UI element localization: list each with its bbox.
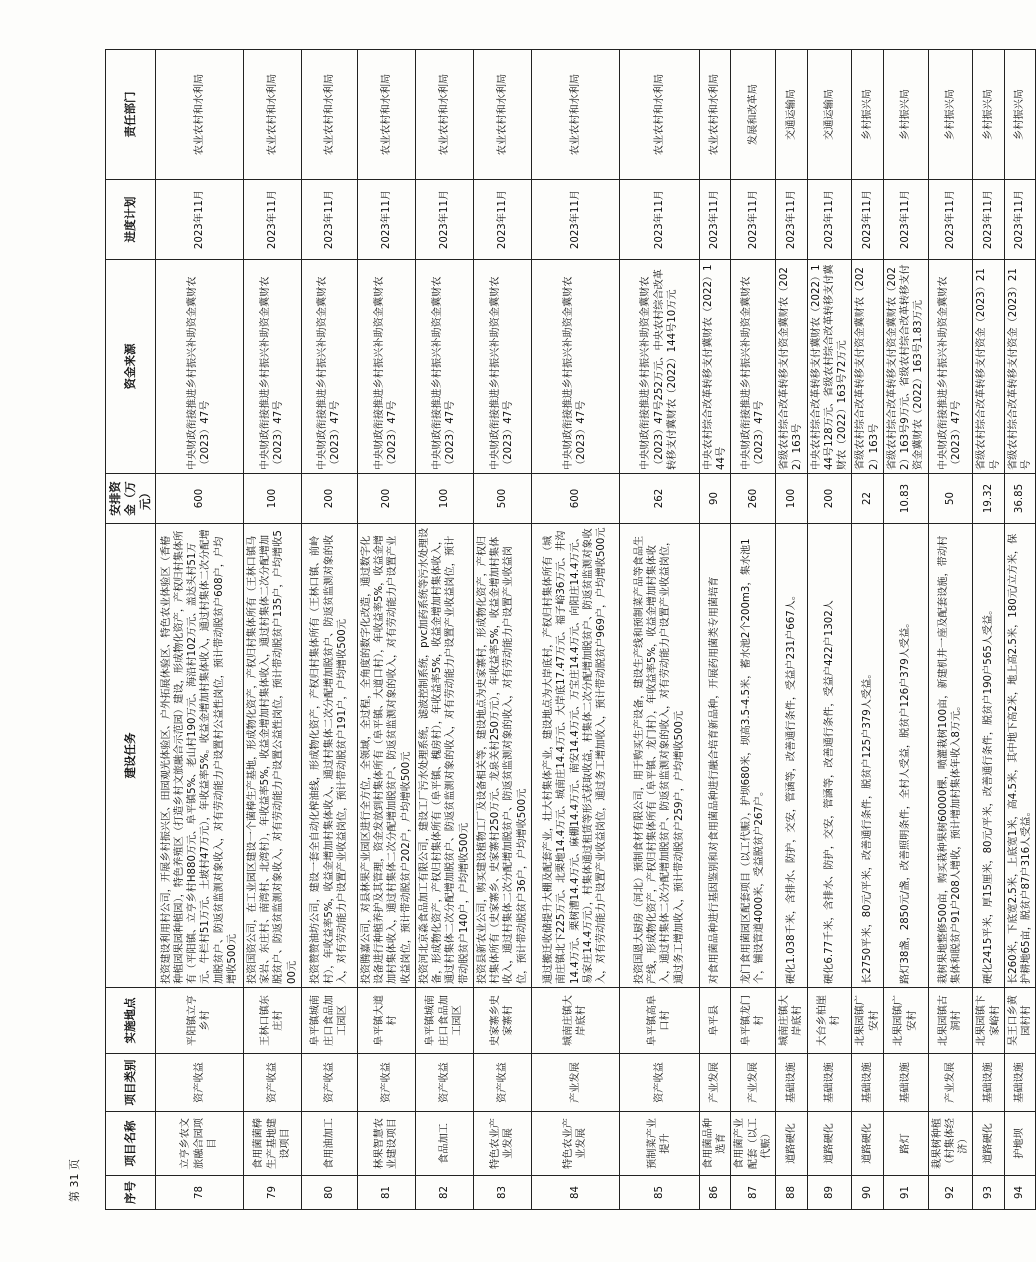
header-no: 序号 bbox=[106, 1176, 156, 1210]
cell-no: 89 bbox=[807, 1176, 852, 1210]
cell-category: 基础设施 bbox=[776, 1054, 808, 1112]
cell-plan: 2023年11月 bbox=[243, 180, 301, 260]
cell-dept: 农业农村和水利局 bbox=[699, 50, 731, 180]
cell-category: 基础设施 bbox=[973, 1054, 1005, 1112]
cell-no: 78 bbox=[155, 1176, 243, 1210]
table-row bbox=[473, 50, 531, 1210]
cell-location: 阜平镇城南庄口食品加工园区 bbox=[415, 988, 473, 1054]
cell-amount: 500 bbox=[473, 474, 531, 524]
cell-dept: 交通运输局 bbox=[807, 50, 852, 180]
table-row bbox=[531, 50, 619, 1210]
cell-no: 90 bbox=[852, 1176, 884, 1210]
cell-location: 阜平镇龙门村 bbox=[731, 988, 776, 1054]
cell-category: 基础设施 bbox=[852, 1054, 884, 1112]
cell-amount: 100 bbox=[415, 474, 473, 524]
cell-fund-source: 中央农村综合改革转移支付冀财农（2022）144号 bbox=[699, 260, 731, 474]
cell-fund-source: 省级农村综合改革转移支付资金冀财农（2022）163号9万元、省级农村综合改革转移支付资金冀财农（2022）163号1.83万元 bbox=[883, 260, 928, 474]
header-fund-source: 资金来源 bbox=[106, 260, 156, 474]
table-row bbox=[776, 50, 808, 1210]
cell-no: 84 bbox=[531, 1176, 619, 1210]
cell-amount: 100 bbox=[243, 474, 301, 524]
cell-category: 资产收益 bbox=[301, 1054, 357, 1112]
cell-task: 硬化6.77千米，含排水、防护，交安，管涵等，改善通行条件，受益户422户1302人 bbox=[807, 524, 852, 988]
table-row bbox=[852, 50, 884, 1210]
cell-location: 北果园镇古洞村 bbox=[928, 988, 973, 1054]
cell-fund-source: 省级农村综合改革转移支付资金（2023）21号 bbox=[1004, 260, 1036, 474]
cell-fund-source: 中央财政衔接推进乡村振兴补助资金冀财农（2023）47号 bbox=[155, 260, 243, 474]
cell-name: 林果智慧农业建设项目 bbox=[357, 1112, 415, 1176]
cell-amount: 262 bbox=[619, 474, 699, 524]
cell-plan: 2023年11月 bbox=[883, 180, 928, 260]
cell-no: 86 bbox=[699, 1176, 731, 1210]
cell-name: 道路硬化 bbox=[776, 1112, 808, 1176]
cell-amount: 200 bbox=[357, 474, 415, 524]
table-body bbox=[155, 50, 1036, 1210]
cell-task: 栽树果地整修500亩，购买栽种果树60000棵，喷灌栽树100亩，新建机井一座及配套设施，带动村集体和脱贫户91户208人增收，预计增加村集体年收入8万元。 bbox=[928, 524, 973, 988]
cell-fund-source: 中央农村综合改革转移支付冀财农（2022）144号128万元、省级农村综合改革转移支付冀财农（2022）163号72万元 bbox=[807, 260, 852, 474]
cell-fund-source: 中央财政衔接推进乡村振兴补助资金冀财农（2023）47号 bbox=[415, 260, 473, 474]
cell-location: 城南庄镇大岸底村 bbox=[531, 988, 619, 1054]
page-footer bbox=[60, 1159, 100, 1206]
page-number: 第 31 页 bbox=[68, 1159, 81, 1202]
cell-dept: 乡村振兴局 bbox=[928, 50, 973, 180]
cell-name: 道路硬化 bbox=[852, 1112, 884, 1176]
cell-location: 阜平镇高阜口村 bbox=[619, 988, 699, 1054]
cell-task: 硬化1.038千米，含排水、防护，交安，管涵等，改善通行条件，受益户231户667人。 bbox=[776, 524, 808, 988]
cell-name: 栽果树种植（村集体经济） bbox=[928, 1112, 973, 1176]
cell-name: 特色农业产业发展 bbox=[473, 1112, 531, 1176]
table-row bbox=[415, 50, 473, 1210]
table-row bbox=[973, 50, 1005, 1210]
cell-category: 产业发展 bbox=[928, 1054, 973, 1112]
cell-amount: 100 bbox=[776, 474, 808, 524]
cell-task: 投资国资公司，在工业园区建设一个菌棒生产基地，形成物化资产，产权归村集体所有（王林口镇马家岩、东庄村、南湾村、北湾村），年收益率5%，收益金增加村集体收入，通过村集体二次分配增加脱贫户、防返贫监测对象收入，对有劳动能力户设置公益性岗位，预计带动脱贫户135户，户均增收500元 bbox=[243, 524, 301, 988]
cell-name: 路灯 bbox=[883, 1112, 928, 1176]
cell-plan: 2023年11月 bbox=[852, 180, 884, 260]
cell-no: 93 bbox=[973, 1176, 1005, 1210]
cell-location: 北果园镇卞家峪村 bbox=[973, 988, 1005, 1054]
header-category: 项目类别 bbox=[106, 1054, 156, 1112]
cell-category: 资产收益 bbox=[473, 1054, 531, 1112]
cell-name: 护地坝 bbox=[1004, 1112, 1036, 1176]
cell-task: 投资河北京淼食品加工有限公司，建设工厂污水处理系统，滤波控制系统，pvc加药系统等污水处理设备，形成物化资产，产权归村集体所有（阜平镇、槐房村），年收益率5%，收益金增加村集体收入，通过村集体二次分配增加脱贫户、防返贫监测对象的收入，对有劳动能力户设置产业收益岗位，预计带动脱贫户140户，户均增收500元 bbox=[415, 524, 473, 988]
cell-fund-source: 中央财政衔接推进乡村振兴补助资金冀财农（2023）47号252万元、中央农村综合改革转移支付冀财农（2022）144号10万元 bbox=[619, 260, 699, 474]
cell-category: 基础设施 bbox=[807, 1054, 852, 1112]
cell-amount: 50 bbox=[928, 474, 973, 524]
cell-fund-source: 省级农村综合改革转移支付资金冀财农（2022）163号 bbox=[852, 260, 884, 474]
cell-fund-source: 中央财政衔接推进乡村振兴补助资金冀财农（2023）47号 bbox=[357, 260, 415, 474]
cell-amount: 600 bbox=[155, 474, 243, 524]
cell-fund-source: 中央财政衔接推进乡村振兴补助资金冀财农（2023）47号 bbox=[928, 260, 973, 474]
header-location: 实施地点 bbox=[106, 988, 156, 1054]
cell-task: 对食用菌品种进行基因鉴别和对食用菌品种进行融合培育新品种，开展药用菌类专用菌培育 bbox=[699, 524, 731, 988]
table-row bbox=[928, 50, 973, 1210]
cell-dept: 乡村振兴局 bbox=[852, 50, 884, 180]
cell-location: 吴王口乡黄园村村 bbox=[1004, 988, 1036, 1054]
cell-no: 87 bbox=[731, 1176, 776, 1210]
cell-no: 92 bbox=[928, 1176, 973, 1210]
cell-category: 基础设施 bbox=[1004, 1054, 1036, 1112]
cell-fund-source: 中央财政衔接推进乡村振兴补助资金冀财农（2023）47号 bbox=[243, 260, 301, 474]
cell-location: 平阳镇立亨乡村 bbox=[155, 988, 243, 1054]
cell-amount: 600 bbox=[531, 474, 619, 524]
cell-no: 91 bbox=[883, 1176, 928, 1210]
table-row bbox=[699, 50, 731, 1210]
cell-plan: 2023年11月 bbox=[1004, 180, 1036, 260]
cell-location: 城南庄镇大岸底村 bbox=[776, 988, 808, 1054]
header-name: 项目名称 bbox=[106, 1112, 156, 1176]
table-row bbox=[357, 50, 415, 1210]
cell-task: 龙门食用菌园区配套项目（以工代赈），护坝680米，坝高3.5-4.5米，蓄水池2个200m3，集水池1个，铺设管道4000米，受益脱贫户267户。 bbox=[731, 524, 776, 988]
cell-name: 立亨乡农文旅融合园项目 bbox=[155, 1112, 243, 1176]
cell-location: 阜平镇城南庄口食品加工园区 bbox=[301, 988, 357, 1054]
cell-task: 投资县新农业公司，购买建设植物工厂及设备相关等，建设地点为史家寨村，形成物化资产，产权归村集体所有（史家寨乡、史家寨村250万元、龙泉关村250万元），年收益率5%，收益金增加村集体收入，通过村集体二次分配增加脱贫户、防返贫监测对象的收入，对有劳动能力户设置产业收益岗位，预计带动脱贫户36户，户均增收500元 bbox=[473, 524, 531, 988]
cell-plan: 2023年11月 bbox=[531, 180, 619, 260]
cell-location: 阜平镇大道村 bbox=[357, 988, 415, 1054]
cell-amount: 22 bbox=[852, 474, 884, 524]
cell-name: 预制菜产业提升 bbox=[619, 1112, 699, 1176]
table-row bbox=[883, 50, 928, 1210]
cell-location: 北果园镇广安村 bbox=[883, 988, 928, 1054]
cell-plan: 2023年11月 bbox=[776, 180, 808, 260]
cell-plan: 2023年11月 bbox=[619, 180, 699, 260]
header-amount: 安排资金（万元） bbox=[106, 474, 156, 524]
header-row bbox=[106, 50, 156, 1210]
cell-name: 道路硬化 bbox=[807, 1112, 852, 1176]
cell-category: 资产收益 bbox=[155, 1054, 243, 1112]
cell-category: 产业发展 bbox=[699, 1054, 731, 1112]
cell-amount: 10.83 bbox=[883, 474, 928, 524]
cell-category: 资产收益 bbox=[243, 1054, 301, 1112]
cell-dept: 农业农村和水利局 bbox=[619, 50, 699, 180]
cell-dept: 乡村振兴局 bbox=[883, 50, 928, 180]
cell-location: 北果园镇广安村 bbox=[852, 988, 884, 1054]
cell-name: 食用油加工 bbox=[301, 1112, 357, 1176]
cell-task: 投资建设利用村公司，开展乡村振兴区、田园观光体验区、户外拓展休验区、特色农业体验区（香椿种植园果园种植园），特色养殖区（打造乡村文旅融合示范园）建设，形成物化资产，产权归村集体所有（平阳镇、立亨乡村H880万元、阜平镇5%、老山村190万元、海沿村102万元、盖达头村51万元、牛栏村51万元、土坡村47万元），年收益率5%。收益金增加村集体收入，通过村集体二次分配增加脱贫户、防返贫监测对象收入，对有劳动能力户设置村公益性岗位，预计带动脱贫户608户，户均增收500元 bbox=[155, 524, 243, 988]
cell-dept: 乡村振兴局 bbox=[1004, 50, 1036, 180]
cell-category: 基础设施 bbox=[883, 1054, 928, 1112]
cell-task: 投资国恩大厨房（河北）预制食材有限公司，用于购买生产设备，建设生产线和预制菜产品等食品生产线，形成物化资产，产权归村集体所有（阜平镇、龙门村），年收益率5%，收益金增加村集体收入，通过村集体二次分配增加脱贫户、防返贫监测对象的收入，对有劳动能力户设置产业收益岗位，通过务工增加收入，预计带动脱贫户259户，户均增收500元 bbox=[619, 524, 699, 988]
cell-location: 王林口镇东庄村 bbox=[243, 988, 301, 1054]
cell-plan: 2023年11月 bbox=[415, 180, 473, 260]
cell-task: 投资腾嘉公司，对县林果产业园区进行全方位，全领域，全过程，全角度的数字化改造，通过数字化设备进行种植养护及其管理，资金发放到村集体所有（阜平镇、大道口村），年收益率5%，收益金增加村集体收入，通过村集体二次分配增加脱贫户、防返贫监测对象的收入，对有劳动能力户设置产业收益岗位，预计带动脱贫户202户，户均增收500元 bbox=[357, 524, 415, 988]
cell-no: 82 bbox=[415, 1176, 473, 1210]
cell-amount: 200 bbox=[807, 474, 852, 524]
cell-amount: 200 bbox=[301, 474, 357, 524]
cell-dept: 农业农村和水利局 bbox=[473, 50, 531, 180]
cell-task: 长2750平米，80元/平米，改善通行条件，脱贫户125户379人受益。 bbox=[852, 524, 884, 988]
cell-dept: 发展和改革局 bbox=[731, 50, 776, 180]
table-row bbox=[1004, 50, 1036, 1210]
cell-fund-source: 省级农村综合改革转移支付资金（2023）21号 bbox=[973, 260, 1005, 474]
cell-dept: 农业农村和水利局 bbox=[301, 50, 357, 180]
cell-dept: 农业农村和水利局 bbox=[415, 50, 473, 180]
cell-category: 资产收益 bbox=[357, 1054, 415, 1112]
cell-fund-source: 中央财政衔接推进乡村振兴补助资金冀财农（2023）47号 bbox=[473, 260, 531, 474]
cell-task: 通过搬迁收储提升大棚及配套产业，壮大村集体产业，建设地点为大岸底村，产权归村集体所有（城南庄镇北下225万元、北栗地14.4万元、城南庄14.4万元、大岸底17.47万元、福子峪36万元、井沟14.4万元、栗树漕14.4万元、麻棚14.4万元、南安14.4万元、万宝庄14.4万元、向阳庄14.4万元、易家庄14.4万元），村集体通过租赁等形式获取收益，村集体二次分配增加脱贫户、防返贫监测对象收入，对有劳动能力户设置产业收益岗位，通过务工增加收入，预计带动脱贫户969户，户均增收500元 bbox=[531, 524, 619, 988]
cell-dept: 农业农村和水利局 bbox=[155, 50, 243, 180]
cell-plan: 2023年11月 bbox=[357, 180, 415, 260]
cell-plan: 2023年11月 bbox=[301, 180, 357, 260]
cell-name: 食品加工 bbox=[415, 1112, 473, 1176]
cell-no: 79 bbox=[243, 1176, 301, 1210]
cell-amount: 36.85 bbox=[1004, 474, 1036, 524]
cell-amount: 260 bbox=[731, 474, 776, 524]
cell-dept: 农业农村和水利局 bbox=[357, 50, 415, 180]
cell-no: 94 bbox=[1004, 1176, 1036, 1210]
cell-amount: 90 bbox=[699, 474, 731, 524]
cell-task: 硬化2415平米，厚15厘米，80元/平米，改善通行条件，脱贫户190户565人受益。 bbox=[973, 524, 1005, 988]
cell-plan: 2023年11月 bbox=[973, 180, 1005, 260]
cell-plan: 2023年11月 bbox=[473, 180, 531, 260]
cell-no: 80 bbox=[301, 1176, 357, 1210]
cell-task: 长260米，下底宽2.5米，上底宽1米，高4.5米，其中地下高2米，地上高2.5米，180元/立方米，保护耕地65亩，脱贫户87户316人受益。 bbox=[1004, 524, 1036, 988]
cell-location: 阜平县 bbox=[699, 988, 731, 1054]
cell-fund-source: 省级农村综合改革转移支付资金冀财农（2022）163号 bbox=[776, 260, 808, 474]
project-table bbox=[105, 49, 1036, 1210]
cell-dept: 乡村振兴局 bbox=[973, 50, 1005, 180]
cell-name: 食用菌品种选育 bbox=[699, 1112, 731, 1176]
rotated-table-wrapper bbox=[105, 50, 1033, 1210]
cell-plan: 2023年11月 bbox=[731, 180, 776, 260]
header-task: 建设任务 bbox=[106, 524, 156, 988]
cell-amount: 19.32 bbox=[973, 474, 1005, 524]
cell-task: 路灯38盏，2850元/盏，改善照明条件，全村人受益，脱贫户126户379人受益。 bbox=[883, 524, 928, 988]
cell-no: 85 bbox=[619, 1176, 699, 1210]
cell-category: 产业发展 bbox=[531, 1054, 619, 1112]
table-row bbox=[731, 50, 776, 1210]
table-row bbox=[619, 50, 699, 1210]
cell-category: 资产收益 bbox=[415, 1054, 473, 1112]
cell-task: 投资赞赞油坊公司，建设一套全自动化榨油线，形成物化资产，产权归村集体所有（王林口镇、前岭村），年收益率5%，收益金增加村集体收入，通过村集体二次分配增加脱贫户、防返贫监测对象的收入，对有劳动能力户设置产业收益岗位，预计带动脱贫户191户，户均增收500元 bbox=[301, 524, 357, 988]
cell-name: 食用菌菌棒生产基地建设项目 bbox=[243, 1112, 301, 1176]
cell-no: 81 bbox=[357, 1176, 415, 1210]
cell-fund-source: 中央财政衔接推进乡村振兴补助资金冀财农（2023）47号 bbox=[731, 260, 776, 474]
table-row bbox=[807, 50, 852, 1210]
cell-plan: 2023年11月 bbox=[928, 180, 973, 260]
cell-category: 产业发展 bbox=[731, 1054, 776, 1112]
cell-fund-source: 中央财政衔接推进乡村振兴补助资金冀财农（2023）47号 bbox=[531, 260, 619, 474]
cell-no: 88 bbox=[776, 1176, 808, 1210]
table-row bbox=[243, 50, 301, 1210]
cell-dept: 农业农村和水利局 bbox=[531, 50, 619, 180]
cell-name: 道路硬化 bbox=[973, 1112, 1005, 1176]
cell-plan: 2023年11月 bbox=[699, 180, 731, 260]
header-plan: 进度计划 bbox=[106, 180, 156, 260]
cell-fund-source: 中央财政衔接推进乡村振兴补助资金冀财农（2023）47号 bbox=[301, 260, 357, 474]
cell-name: 食用菌产业配套（以工代赈） bbox=[731, 1112, 776, 1176]
table-row bbox=[155, 50, 243, 1210]
header-dept: 责任部门 bbox=[106, 50, 156, 180]
cell-dept: 农业农村和水利局 bbox=[243, 50, 301, 180]
cell-category: 资产收益 bbox=[619, 1054, 699, 1112]
table-row bbox=[301, 50, 357, 1210]
cell-no: 83 bbox=[473, 1176, 531, 1210]
cell-dept: 交通运输局 bbox=[776, 50, 808, 180]
cell-plan: 2023年11月 bbox=[807, 180, 852, 260]
cell-name: 特色农业产业发展 bbox=[531, 1112, 619, 1176]
cell-location: 史家寨乡史家寨村 bbox=[473, 988, 531, 1054]
cell-plan: 2023年11月 bbox=[155, 180, 243, 260]
cell-location: 大台乡柏崖村 bbox=[807, 988, 852, 1054]
